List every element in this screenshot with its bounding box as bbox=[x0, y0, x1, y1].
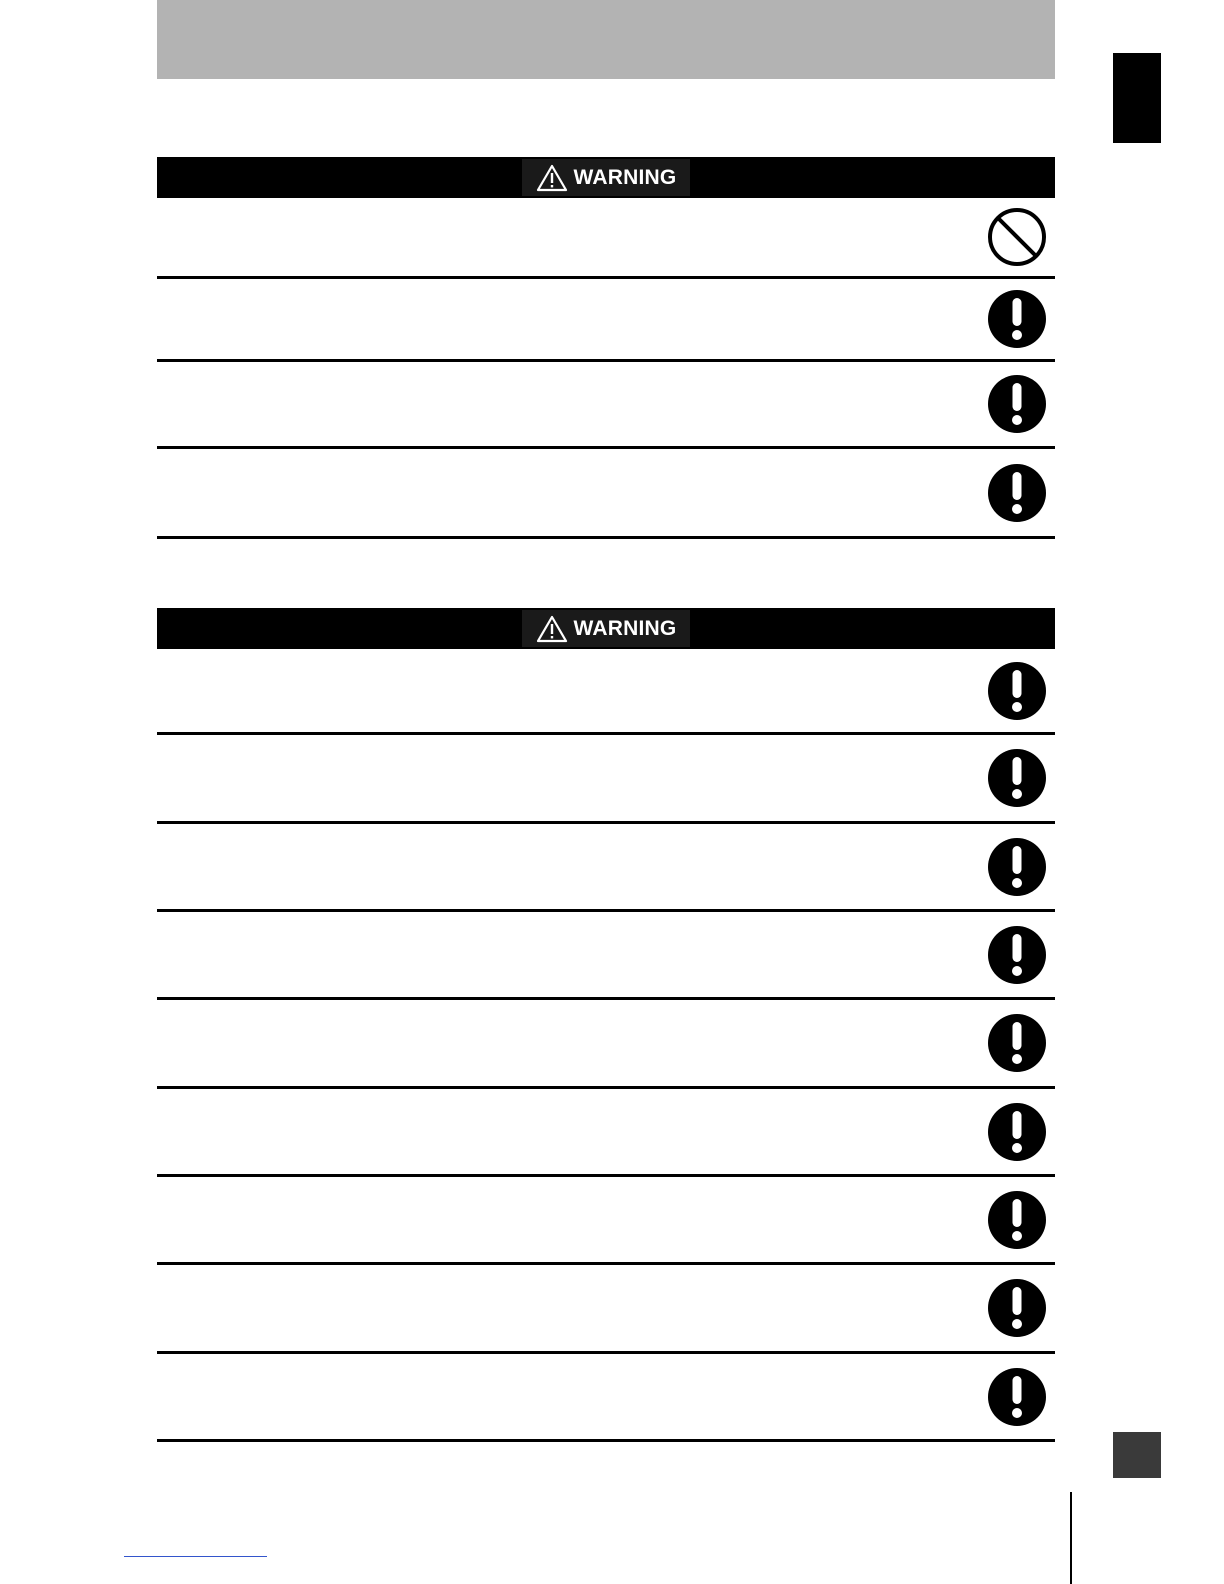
warning-row bbox=[157, 1089, 1055, 1177]
mandatory-exclamation-icon bbox=[987, 837, 1047, 897]
page-edge-rule bbox=[1070, 1492, 1072, 1584]
warning-text: WARNING bbox=[573, 165, 677, 189]
warning-label bbox=[522, 610, 690, 647]
warning-triangle-icon bbox=[536, 615, 568, 643]
mandatory-exclamation-icon bbox=[987, 374, 1047, 434]
mandatory-exclamation-icon bbox=[987, 748, 1047, 808]
mandatory-exclamation-icon bbox=[987, 1013, 1047, 1073]
warning-section-2 bbox=[157, 608, 1055, 1442]
mandatory-exclamation-icon bbox=[987, 1367, 1047, 1427]
warning-text: WARNING bbox=[573, 616, 677, 640]
warning-row bbox=[157, 1000, 1055, 1089]
footer-link[interactable] bbox=[124, 1556, 267, 1557]
mandatory-exclamation-icon bbox=[987, 463, 1047, 523]
page-marker bbox=[1113, 1432, 1161, 1478]
warning-row bbox=[157, 1177, 1055, 1265]
warning-row bbox=[157, 649, 1055, 735]
mandatory-exclamation-icon bbox=[987, 289, 1047, 349]
mandatory-exclamation-icon bbox=[987, 1190, 1047, 1250]
warning-row bbox=[157, 735, 1055, 824]
warning-row bbox=[157, 279, 1055, 362]
warning-label bbox=[522, 159, 690, 196]
warning-row bbox=[157, 1354, 1055, 1442]
warning-triangle-icon bbox=[536, 164, 568, 192]
mandatory-exclamation-icon bbox=[987, 1102, 1047, 1162]
chapter-tab bbox=[1113, 53, 1161, 143]
warning-row bbox=[157, 362, 1055, 449]
warning-section-1 bbox=[157, 157, 1055, 539]
warning-bar bbox=[157, 157, 1055, 198]
warning-row bbox=[157, 449, 1055, 539]
prohibition-icon bbox=[987, 207, 1047, 267]
warning-row bbox=[157, 198, 1055, 279]
mandatory-exclamation-icon bbox=[987, 661, 1047, 721]
warning-bar bbox=[157, 608, 1055, 649]
warning-row bbox=[157, 1265, 1055, 1354]
section-header-band bbox=[157, 0, 1055, 79]
mandatory-exclamation-icon bbox=[987, 925, 1047, 985]
warning-row bbox=[157, 912, 1055, 1000]
warning-row bbox=[157, 824, 1055, 912]
mandatory-exclamation-icon bbox=[987, 1278, 1047, 1338]
